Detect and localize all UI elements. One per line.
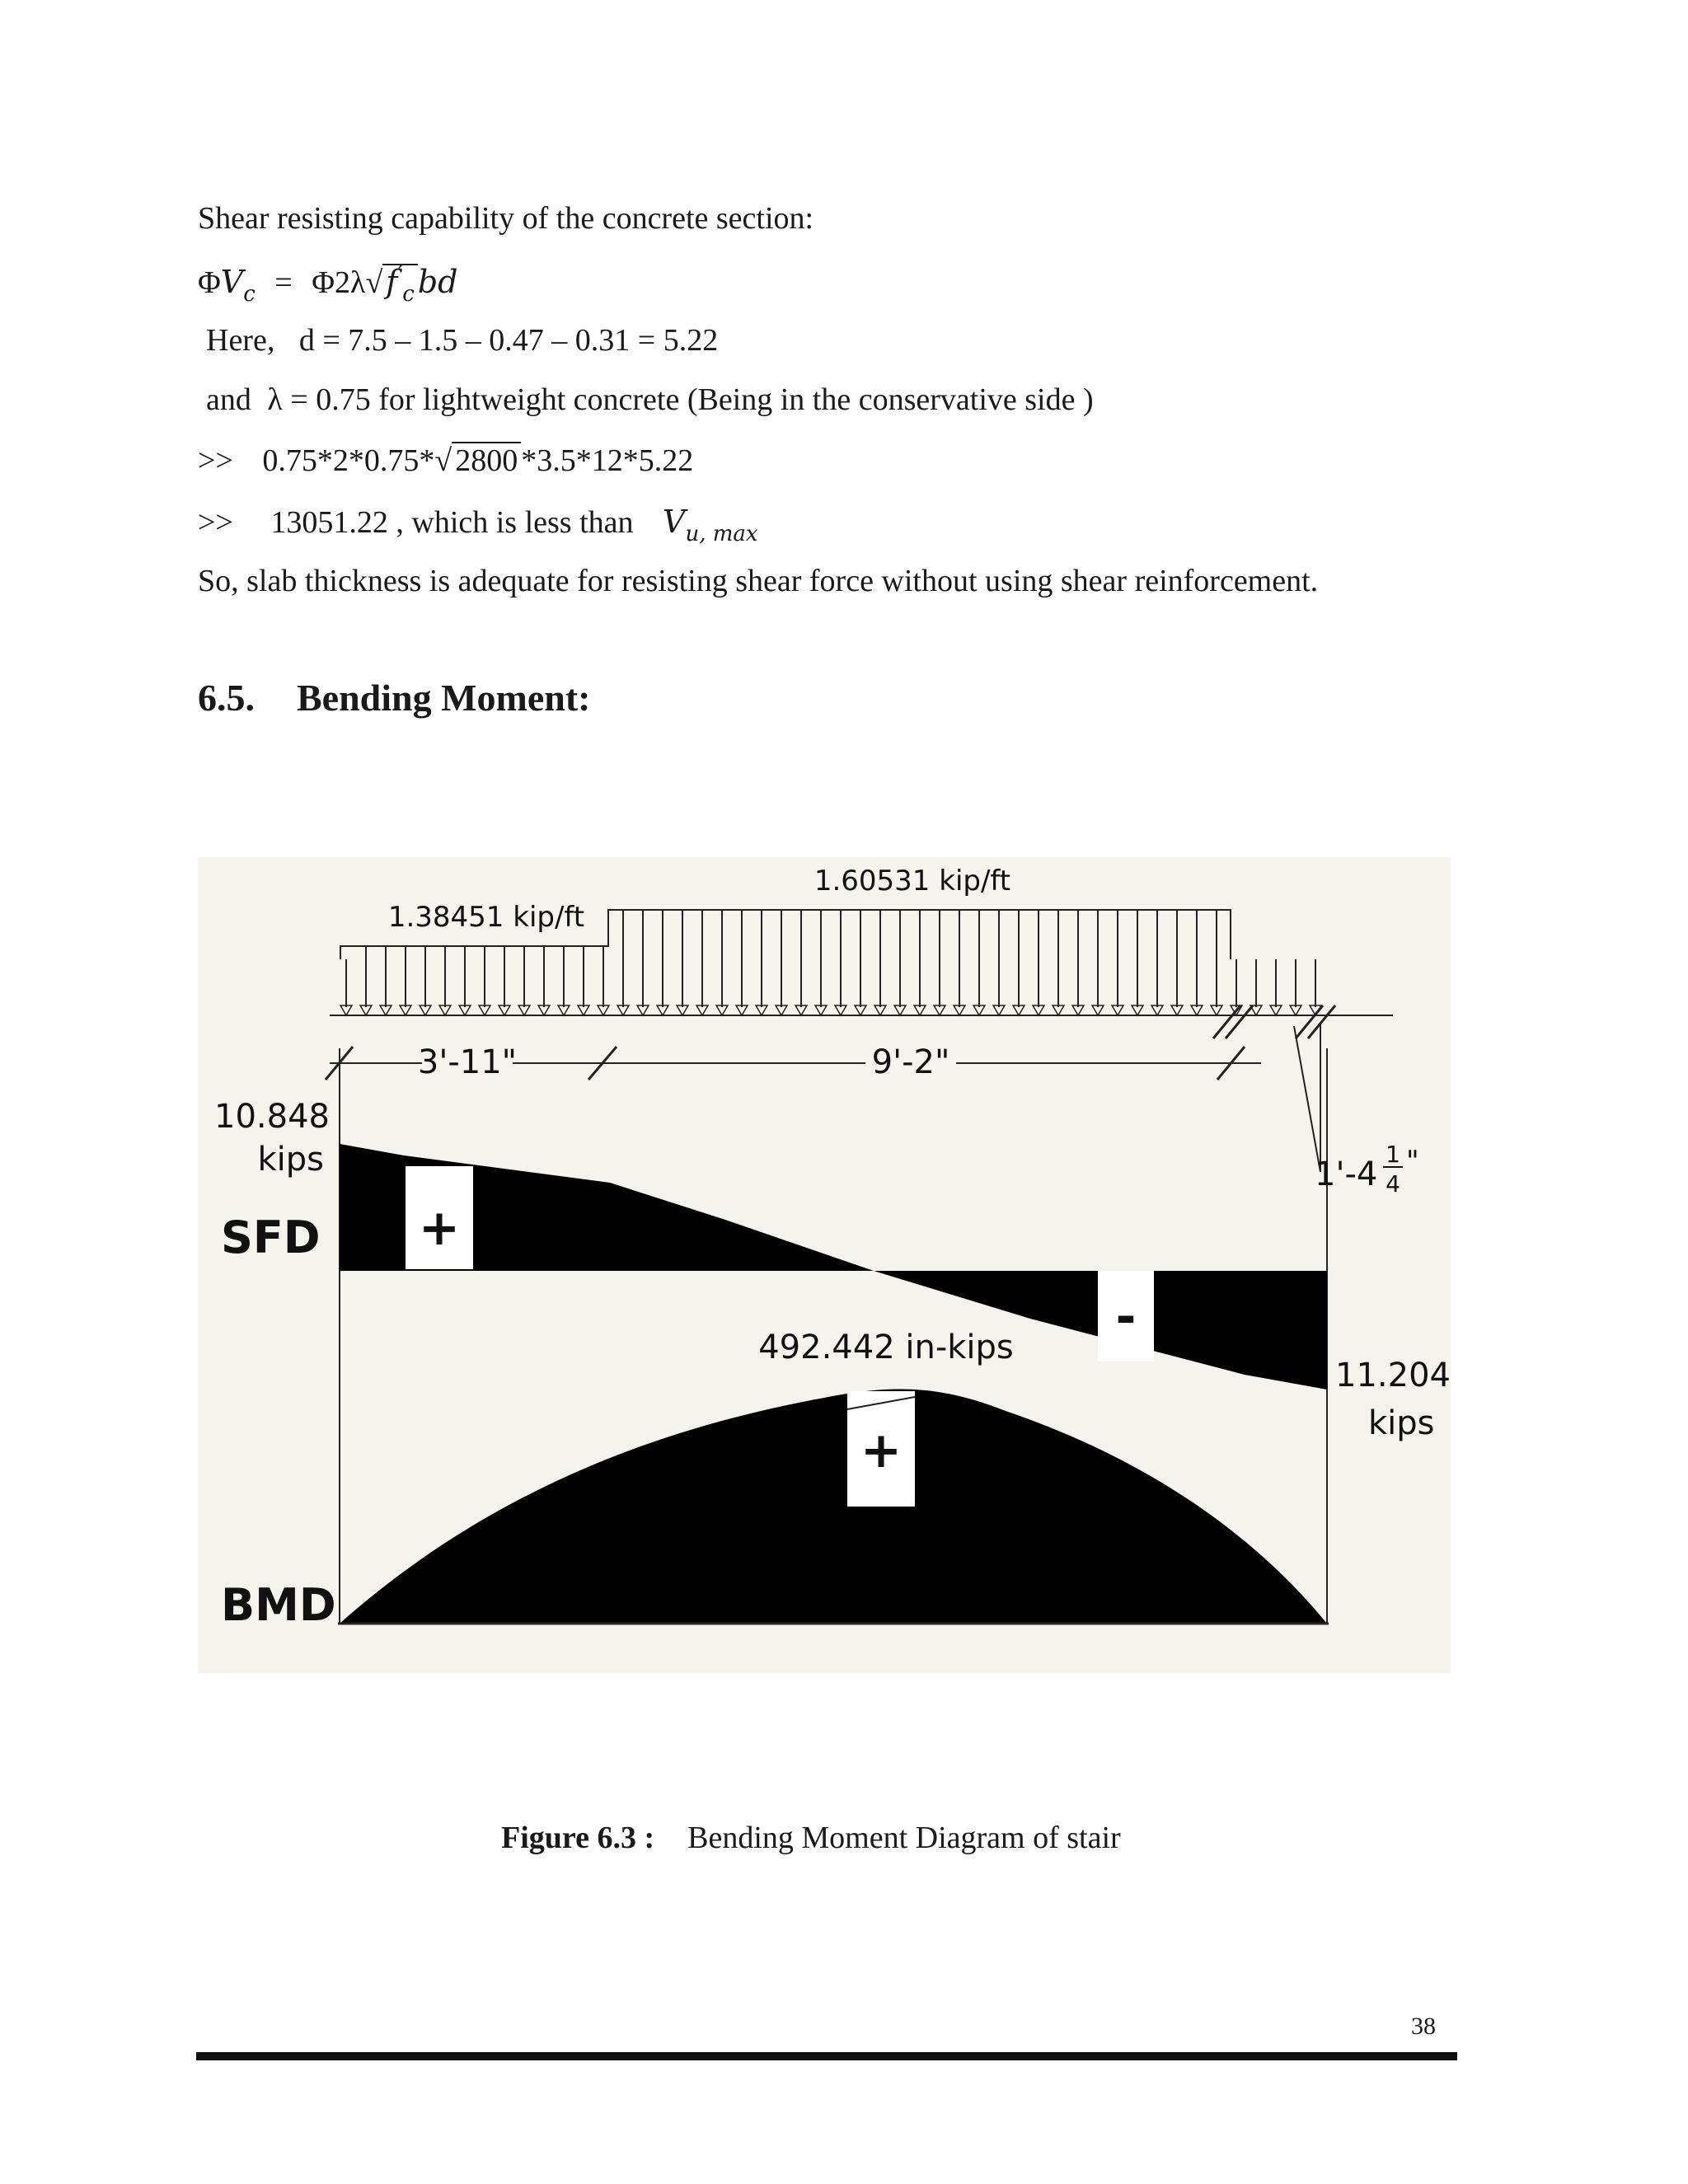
caption-label: Figure 6.3 : [501,1821,655,1855]
and-label: and [206,382,251,417]
conclusion: So, slab thickness is adequate for resisting shear force without using shear reinforcement. [198,564,1319,598]
vu-symbol: V [663,504,686,540]
calc2-text: 13051.22 , which is less than [270,505,634,540]
load-right-label: 1.60531 kip/ft [814,865,1011,898]
page-number: 38 [1411,2013,1436,2040]
d-equation-text: d = 7.5 – 1.5 – 0.47 – 0.31 = 5.22 [298,323,719,358]
formula-lhs-sub: c [243,282,256,307]
formula-f-sub: c [402,282,415,307]
sfd-left-unit: kips [257,1141,324,1179]
calc1-root: 2800 [452,442,521,478]
dim3-inch: " [1406,1145,1419,1178]
sqrt-icon: √ [365,265,383,300]
calc1-a: 0.75*2*0.75* [262,443,435,478]
lambda-line [206,384,1094,415]
sfd-right-value: 11.204 [1335,1357,1451,1394]
sfd-right-unit: kips [1368,1404,1435,1442]
bending-moment-figure [198,857,1451,1673]
calc1-prefix: >> [198,443,233,478]
section-heading [198,676,591,719]
caption-text: Bending Moment Diagram of stair [687,1821,1121,1855]
formula-lhs-phi: Φ [198,265,221,300]
dim3-denominator: 4 [1386,1170,1400,1197]
formula-rhs-pre: Φ2λ [312,265,366,300]
formula-prime: ′ [397,262,403,287]
dim1-label: 3'-11" [417,1043,518,1081]
lambda-text: λ = 0.75 for lightweight concrete (Being in the conservative side ) [267,382,1094,417]
formula-radicand [382,262,418,307]
load-left-label: 1.38451 kip/ft [387,901,585,934]
calc1-b: *3.5*12*5.22 [521,443,694,478]
calc-line-1 [198,445,693,476]
sqrt-icon: √ [434,443,452,478]
section-title: Bending Moment: [297,677,591,719]
sfd-plus: + [418,1199,461,1257]
bmd-plus: + [860,1422,903,1479]
shear-intro: Shear resisting capability of the concrete section: [198,201,814,236]
calc2-prefix: >> [198,505,233,540]
sfd-label: SFD [221,1212,321,1263]
dim2-label: 9'-2" [871,1043,950,1081]
here-label: Here, [206,323,275,358]
vu-subscript: u, max [685,522,758,546]
formula-f: f [386,264,398,300]
figure-caption [501,1820,1121,1856]
calc-line-2 [198,506,758,545]
dim3-label: 1'-4 [1315,1155,1378,1193]
formula-lhs-v: V [220,264,244,300]
dim3-numerator: 1 [1386,1141,1400,1168]
footer-rule [196,2052,1457,2060]
sfd-minus: - [1115,1288,1137,1346]
formula-bd: bd [417,264,458,300]
shear-formula [198,264,458,305]
d-equation [206,325,718,356]
formula-equals: = [274,265,293,300]
bmd-label: BMD [221,1579,336,1631]
bmd-max-label: 492.442 in-kips [758,1329,1014,1366]
sfd-left-value: 10.848 [214,1098,330,1136]
section-number: 6.5. [198,677,255,719]
